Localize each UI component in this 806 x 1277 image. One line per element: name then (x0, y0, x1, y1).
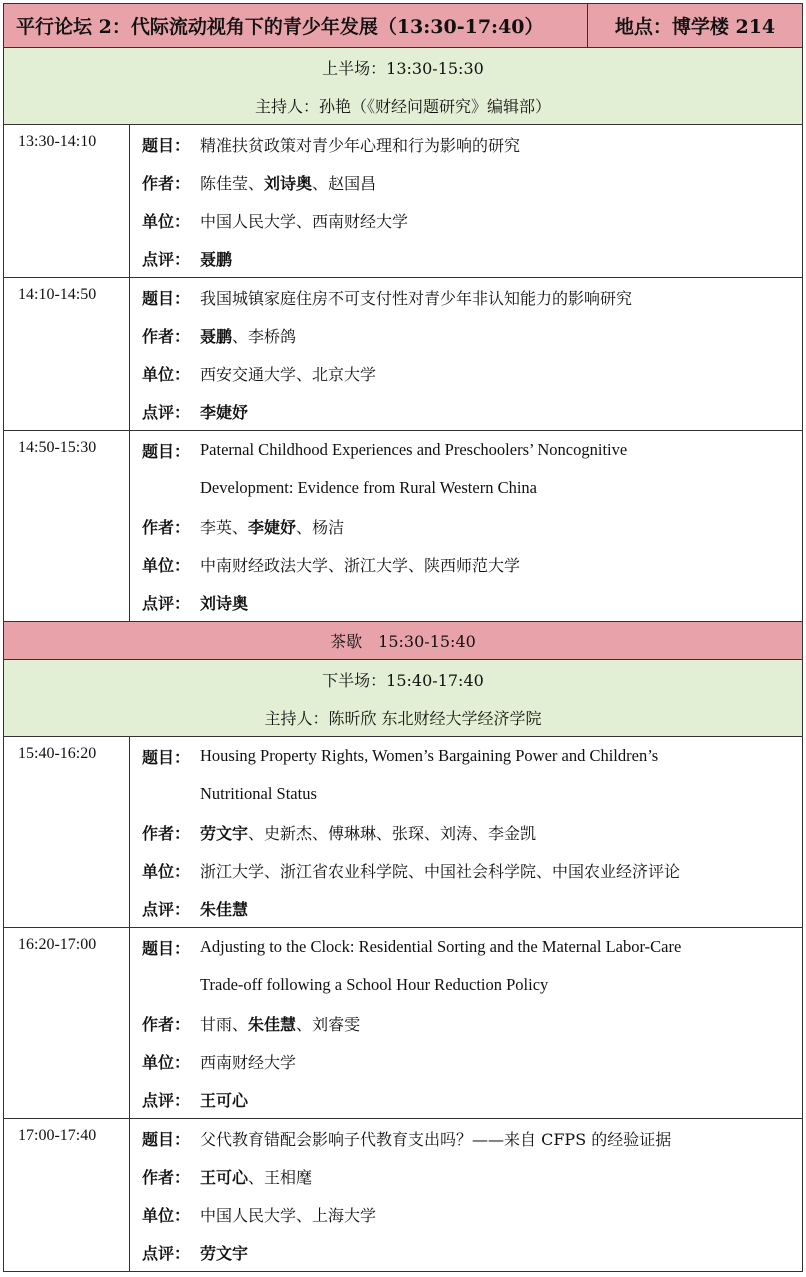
topic-text: 我国城镇家庭住房不可支付性对青少年非认知能力的影响研究 (200, 288, 633, 308)
topic-label: 题目： (142, 747, 191, 767)
topic-line (142, 278, 796, 316)
author-name-presenter: 朱佳慧 (248, 1014, 297, 1034)
topic-text: Trade-off following a School Hour Reduction Policy (200, 975, 549, 994)
separator: 、 (248, 173, 265, 193)
reviewer-name: 朱佳慧 (200, 899, 249, 919)
separator: 、 (232, 326, 249, 346)
review-line (142, 1080, 796, 1118)
author-label: 作者： (142, 517, 191, 537)
session-row (4, 1119, 802, 1271)
author-label: 作者： (142, 326, 191, 346)
unit-label: 单位： (142, 555, 191, 575)
review-label: 点评： (142, 593, 191, 613)
topic-text: 精准扶贫政策对青少年心理和行为影响的研究 (200, 135, 521, 155)
tea-break-row: 茶歇 15:30-15:40 (4, 622, 802, 660)
unit-text: 中南财经政法大学、浙江大学、陕西师范大学 (200, 555, 521, 575)
topic-text: Adjusting to the Clock: Residential Sorting and the Maternal Labor-Care (200, 937, 682, 956)
reviewer-name: 聂鹏 (200, 249, 233, 269)
author-name: 刘睿雯 (312, 1014, 361, 1034)
first-half-band (4, 48, 802, 125)
review-label: 点评： (142, 402, 191, 422)
first-half-host: 主持人：孙艳（《财经问题研究》编辑部） (254, 96, 551, 116)
topic-line (142, 737, 796, 775)
first-half-title: 上半场：13:30-15:30 (322, 58, 484, 78)
separator: 、 (232, 517, 249, 537)
reviewer-name: 李婕妤 (200, 402, 249, 422)
second-half-title: 下半场：15:40-17:40 (322, 670, 484, 690)
topic-label: 题目： (142, 938, 191, 958)
author-line (142, 163, 796, 201)
session-details (130, 431, 802, 621)
separator: 、 (248, 823, 265, 843)
unit-text: 浙江大学、浙江省农业科学院、中国社会科学院、中国农业经济评论 (200, 861, 681, 881)
topic-label: 题目： (142, 135, 191, 155)
author-name: 赵国昌 (328, 173, 377, 193)
author-name-presenter: 李婕妤 (248, 517, 297, 537)
session-details (130, 125, 802, 277)
session-row (4, 431, 802, 622)
unit-line (142, 851, 796, 889)
review-label: 点评： (142, 1090, 191, 1110)
reviewer-name: 劳文宇 (200, 1243, 249, 1263)
topic-line-continued (142, 775, 796, 813)
session-row (4, 125, 802, 278)
session-details (130, 928, 802, 1118)
separator: 、 (296, 517, 313, 537)
unit-line (142, 545, 796, 583)
author-name-presenter: 刘诗奥 (264, 173, 313, 193)
unit-label: 单位： (142, 861, 191, 881)
author-name-presenter: 聂鹏 (200, 326, 233, 346)
topic-label: 题目： (142, 1129, 191, 1149)
author-name-presenter: 王可心 (200, 1167, 249, 1187)
author-name: 杨洁 (312, 517, 345, 537)
session-time: 17:00-17:40 (4, 1119, 130, 1271)
unit-label: 单位： (142, 211, 191, 231)
topic-line (142, 1119, 796, 1157)
topic-label: 题目： (142, 441, 191, 461)
session-time: 13:30-14:10 (4, 125, 130, 277)
topic-text: Housing Property Rights, Women’s Bargaining Power and Children’s (200, 746, 659, 765)
header-row (4, 4, 802, 48)
review-label: 点评： (142, 1243, 191, 1263)
session-time: 14:10-14:50 (4, 278, 130, 430)
author-line (142, 316, 796, 354)
topic-text: Paternal Childhood Experiences and Preschoolers’ Noncognitive (200, 440, 628, 459)
topic-text: Nutritional Status (200, 784, 317, 803)
author-name: 甘雨 (200, 1014, 233, 1034)
topic-line (142, 125, 796, 163)
author-name: 王相麾 (264, 1167, 313, 1187)
author-name-presenter: 劳文宇 (200, 823, 249, 843)
author-label: 作者： (142, 173, 191, 193)
review-label: 点评： (142, 899, 191, 919)
forum-location: 地点：博学楼 214 (614, 16, 776, 38)
reviewer-name: 刘诗奥 (200, 593, 249, 613)
author-line (142, 507, 796, 545)
review-line (142, 583, 796, 621)
author-label: 作者： (142, 1167, 191, 1187)
review-line (142, 239, 796, 277)
author-line (142, 1004, 796, 1042)
second-half-band (4, 660, 802, 737)
forum-schedule-table (3, 3, 803, 1272)
review-line (142, 392, 796, 430)
unit-text: 西南财经大学 (200, 1052, 297, 1072)
unit-label: 单位： (142, 1205, 191, 1225)
session-row (4, 278, 802, 431)
author-name: 李桥鸽 (248, 326, 297, 346)
separator: 、 (296, 1014, 313, 1034)
session-row (4, 928, 802, 1119)
session-time: 16:20-17:00 (4, 928, 130, 1118)
second-half-host: 主持人：陈昕欣 东北财经大学经济学院 (264, 708, 542, 728)
review-label: 点评： (142, 249, 191, 269)
separator: 、 (232, 1014, 249, 1034)
topic-line (142, 431, 796, 469)
topic-text: 父代教育错配会影响子代教育支出吗？——来自 CFPS 的经验证据 (200, 1129, 672, 1149)
unit-text: 中国人民大学、西南财经大学 (200, 211, 409, 231)
topic-line-continued (142, 469, 796, 507)
author-names: 史新杰、傅琳琳、张琛、刘涛、李金凯 (264, 823, 537, 843)
unit-label: 单位： (142, 1052, 191, 1072)
separator: 、 (248, 1167, 265, 1187)
review-line (142, 889, 796, 927)
unit-line (142, 354, 796, 392)
author-name: 陈佳莹 (200, 173, 249, 193)
unit-label: 单位： (142, 364, 191, 384)
author-label: 作者： (142, 823, 191, 843)
author-name: 李英 (200, 517, 233, 537)
session-details (130, 1119, 802, 1271)
session-row (4, 737, 802, 928)
unit-line (142, 1042, 796, 1080)
session-time: 15:40-16:20 (4, 737, 130, 927)
session-details (130, 278, 802, 430)
topic-line-continued (142, 966, 796, 1004)
unit-text: 西安交通大学、北京大学 (200, 364, 377, 384)
separator: 、 (312, 173, 329, 193)
review-line (142, 1233, 796, 1271)
unit-line (142, 201, 796, 239)
session-time: 14:50-15:30 (4, 431, 130, 621)
author-label: 作者： (142, 1014, 191, 1034)
author-line (142, 813, 796, 851)
topic-text: Development: Evidence from Rural Western China (200, 478, 537, 497)
topic-label: 题目： (142, 288, 191, 308)
unit-line (142, 1195, 796, 1233)
topic-line (142, 928, 796, 966)
unit-text: 中国人民大学、上海大学 (200, 1205, 377, 1225)
reviewer-name: 王可心 (200, 1090, 249, 1110)
author-line (142, 1157, 796, 1195)
forum-title: 平行论坛 2：代际流动视角下的青少年发展（13:30-17:40） (4, 4, 588, 47)
session-details (130, 737, 802, 927)
